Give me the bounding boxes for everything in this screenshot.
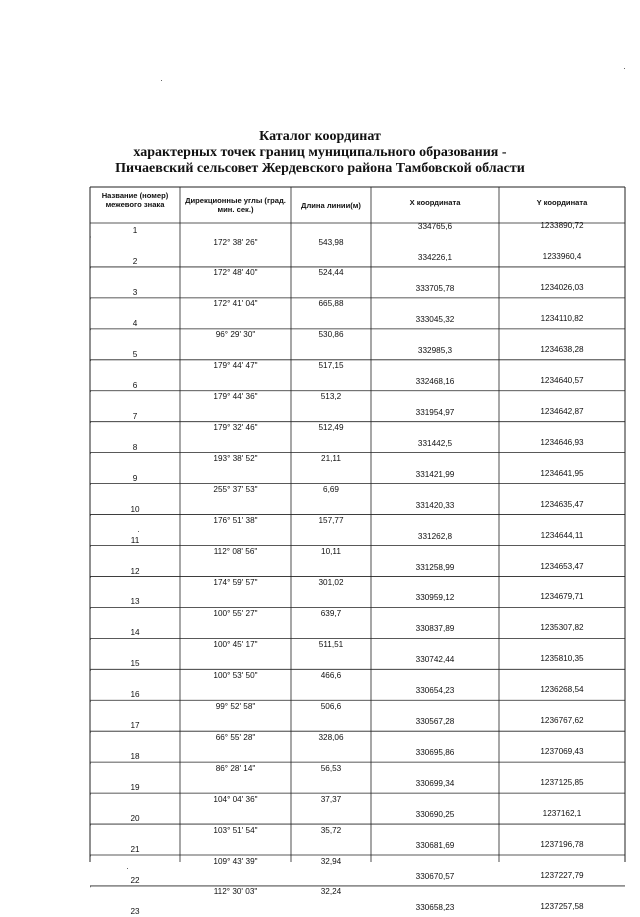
header-y-coordinate: Y координата xyxy=(536,198,588,207)
bearing-angle: 103° 51' 54" xyxy=(213,825,258,835)
x-coordinate: 331258,99 xyxy=(415,562,455,572)
y-coordinate: 1234638,28 xyxy=(540,344,584,354)
y-coordinate: 1234646,93 xyxy=(540,437,584,447)
bearing-angle: 174° 59' 57" xyxy=(213,578,258,587)
point-number: 3 xyxy=(132,287,138,297)
y-coordinate: 1234640,57 xyxy=(540,375,584,385)
bearing-angle: 66° 55' 28" xyxy=(215,732,256,742)
bearing-angle: 179° 32' 46" xyxy=(213,423,258,433)
header-x-coordinate: X координата xyxy=(409,198,461,207)
y-coordinate: 1234635,47 xyxy=(540,499,584,509)
x-coordinate: 331421,99 xyxy=(415,469,455,479)
document-title: Каталог координат xyxy=(259,129,381,144)
line-length: 37,37 xyxy=(320,794,342,804)
point-number: 20 xyxy=(130,814,140,823)
point-number: 21 xyxy=(130,845,140,854)
y-coordinate: 1236268,54 xyxy=(540,685,584,695)
y-coordinate: 1235810,35 xyxy=(540,654,584,664)
bearing-angle: 86° 28' 14" xyxy=(215,763,256,773)
y-coordinate: 1236767,62 xyxy=(540,716,584,726)
bearing-angle: 176° 51' 38" xyxy=(213,516,258,525)
x-coordinate: 332985,3 xyxy=(417,345,453,355)
point-number: 7 xyxy=(132,411,138,421)
x-coordinate: 330742,44 xyxy=(415,655,455,665)
point-number: 22 xyxy=(130,875,140,885)
point-number: 18 xyxy=(130,752,140,762)
x-coordinate: 334765,6 xyxy=(417,222,453,231)
y-coordinate: 1237125,85 xyxy=(540,778,584,788)
y-coordinate: 1234653,47 xyxy=(540,561,584,571)
point-number: 4 xyxy=(132,318,138,328)
header-point-name: Название (номер) межевого знака xyxy=(101,191,169,209)
line-length: 301,02 xyxy=(318,578,344,587)
point-number: 19 xyxy=(130,783,140,793)
x-coordinate: 330654,23 xyxy=(415,686,455,696)
point-number: 12 xyxy=(130,566,140,576)
line-length: 524,44 xyxy=(318,268,344,278)
scan-speck xyxy=(624,68,625,69)
y-coordinate: 1237162,1 xyxy=(542,809,582,818)
x-coordinate: 333705,78 xyxy=(415,283,455,293)
point-number: 5 xyxy=(132,349,138,359)
bearing-angle: 99° 52' 58" xyxy=(215,701,256,711)
x-coordinate: 330670,57 xyxy=(415,871,455,881)
y-coordinate: 1237257,58 xyxy=(540,901,584,911)
line-length: 512,49 xyxy=(318,423,344,433)
point-number: 13 xyxy=(130,597,140,607)
x-coordinate: 330837,89 xyxy=(415,624,455,634)
line-length: 10,11 xyxy=(321,547,341,556)
point-number: 14 xyxy=(130,628,140,638)
bearing-angle: 112° 30' 03" xyxy=(213,887,258,897)
x-coordinate: 332468,16 xyxy=(415,376,455,386)
y-coordinate: 1234644,11 xyxy=(540,530,584,540)
scan-speck xyxy=(127,868,128,869)
point-number: 6 xyxy=(132,380,138,390)
y-coordinate: 1234641,95 xyxy=(540,468,584,478)
scan-speck xyxy=(161,80,162,81)
bearing-angle: 100° 53' 50" xyxy=(213,670,258,680)
y-coordinate: 1233960,4 xyxy=(542,251,582,261)
x-coordinate: 330658,23 xyxy=(415,902,455,912)
bearing-angle: 112° 08' 56" xyxy=(213,547,258,556)
y-coordinate: 1234679,71 xyxy=(540,592,584,602)
x-coordinate: 331442,5 xyxy=(417,438,453,448)
x-coordinate: 334226,1 xyxy=(417,252,453,262)
bearing-angle: 172° 41' 04" xyxy=(213,299,258,309)
line-length: 32,94 xyxy=(320,856,342,866)
line-length: 639,7 xyxy=(320,608,342,618)
point-number: 17 xyxy=(130,721,140,731)
header-bearing: Дирекционные углы (град. мин. сек.) xyxy=(185,196,286,214)
point-number: 2 xyxy=(132,256,138,266)
bearing-angle: 100° 55' 27" xyxy=(213,608,258,618)
document-subtitle-line-1: характерных точек границ муниципального образования - xyxy=(133,145,507,160)
x-coordinate: 330690,25 xyxy=(415,810,455,819)
x-coordinate: 330959,12 xyxy=(415,593,455,603)
x-coordinate: 333045,32 xyxy=(415,314,455,324)
x-coordinate: 331954,97 xyxy=(415,407,455,417)
line-length: 6,69 xyxy=(323,485,339,495)
point-number: 1 xyxy=(132,226,138,235)
x-coordinate: 330681,69 xyxy=(415,841,455,850)
line-length: 21,11 xyxy=(321,454,341,464)
y-coordinate: 1234110,82 xyxy=(540,313,584,323)
y-coordinate: 1234026,03 xyxy=(540,282,584,292)
point-number: 16 xyxy=(130,690,140,700)
y-coordinate: 1235307,82 xyxy=(540,623,584,633)
line-length: 157,77 xyxy=(318,516,344,525)
line-length: 511,51 xyxy=(318,639,344,649)
point-number: 11 xyxy=(130,535,140,545)
line-length: 32,24 xyxy=(320,887,342,897)
line-length: 35,72 xyxy=(320,825,342,835)
bearing-angle: 100° 45' 17" xyxy=(213,639,258,649)
y-coordinate: 1234642,87 xyxy=(540,406,584,416)
line-length: 530,86 xyxy=(318,330,344,340)
header-length: Длина линии(м) xyxy=(301,201,361,210)
line-length: 665,88 xyxy=(318,299,344,309)
line-length: 513,2 xyxy=(320,392,342,402)
bearing-angle: 109° 43' 39" xyxy=(213,856,258,866)
y-coordinate: 1237227,79 xyxy=(540,870,584,880)
point-number: 9 xyxy=(132,473,138,483)
bearing-angle: 179° 44' 47" xyxy=(213,361,258,371)
bearing-angle: 179° 44' 36" xyxy=(213,392,258,402)
bearing-angle: 172° 38' 26" xyxy=(213,237,258,247)
line-length: 328,06 xyxy=(318,732,344,742)
point-number: 10 xyxy=(130,504,140,514)
point-number: 23 xyxy=(130,906,140,916)
x-coordinate: 330699,34 xyxy=(415,779,455,789)
bearing-angle: 104° 04' 36" xyxy=(213,794,258,804)
bearing-angle: 96° 29' 30" xyxy=(215,330,256,340)
scan-speck xyxy=(138,531,139,532)
line-length: 517,15 xyxy=(318,361,344,371)
x-coordinate: 331262,8 xyxy=(417,531,453,541)
bearing-angle: 172° 48' 40" xyxy=(213,268,258,278)
point-number: 8 xyxy=(132,442,138,452)
line-length: 543,98 xyxy=(318,237,344,247)
y-coordinate: 1237069,43 xyxy=(540,747,584,757)
x-coordinate: 330567,28 xyxy=(415,717,455,727)
point-number: 15 xyxy=(130,659,140,669)
line-length: 56,53 xyxy=(320,763,342,773)
y-coordinate: 1233890,72 xyxy=(540,221,584,230)
x-coordinate: 331420,33 xyxy=(415,500,455,510)
y-coordinate: 1237196,78 xyxy=(540,840,584,849)
line-length: 466,6 xyxy=(320,670,342,680)
line-length: 506,6 xyxy=(320,701,342,711)
bearing-angle: 193° 38' 52" xyxy=(213,454,258,464)
document-subtitle-line-2: Пичаевский сельсовет Жердевского района Тамбовской области xyxy=(115,161,525,176)
bearing-angle: 255° 37' 53" xyxy=(213,485,258,495)
x-coordinate: 330695,86 xyxy=(415,748,455,758)
